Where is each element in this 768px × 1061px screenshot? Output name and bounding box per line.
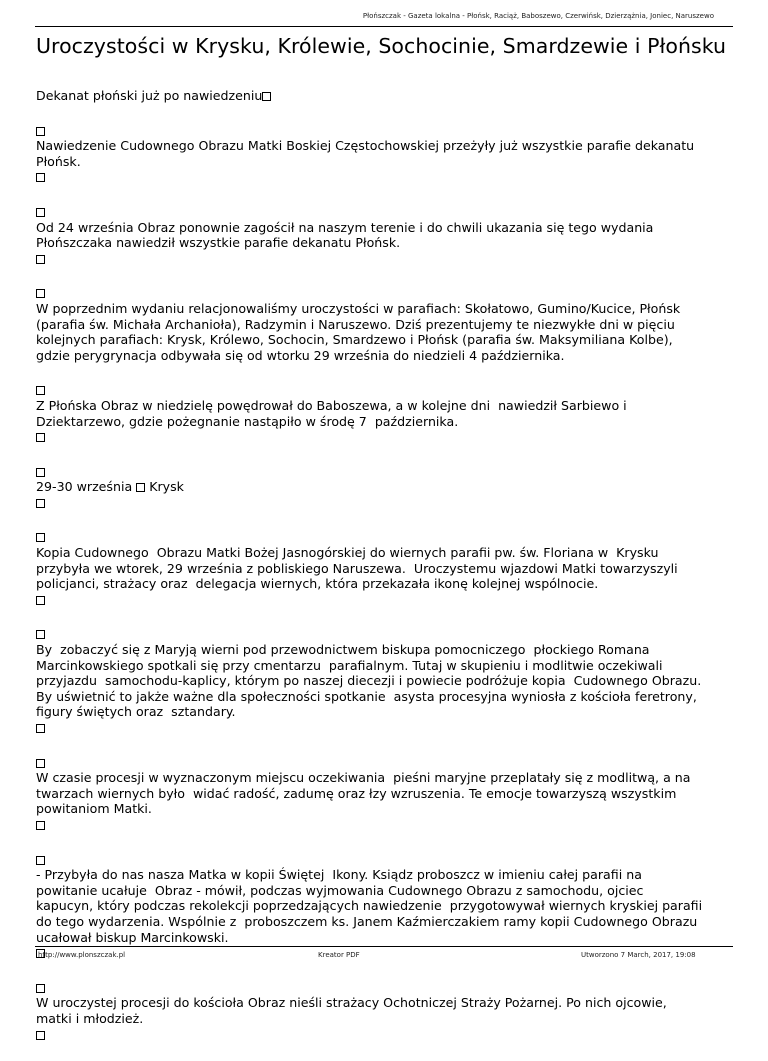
paragraph-line: ucałował biskup Marcinkowski. <box>36 929 229 945</box>
paragraph-line <box>36 852 736 868</box>
paragraph-line <box>36 429 736 445</box>
paragraph-line: Od 24 września Obraz ponownie zagościł na naszym terenie i do chwili ukazania się tego wydania <box>36 219 654 235</box>
paragraph-line <box>36 204 736 220</box>
paragraph-line: przybyła we wtorek, 29 września z pobliskiego Naruszewa. Uroczystemu wjazdowi Matki towarzyszyli <box>36 560 678 576</box>
article-paragraph <box>36 529 736 607</box>
article-paragraph <box>36 626 736 735</box>
paragraph-line: Płońsk. <box>36 153 81 169</box>
article-paragraph <box>36 88 736 104</box>
paragraph-line <box>36 285 736 301</box>
missing-glyph-box-icon <box>36 596 45 605</box>
paragraph-line: figury świętych oraz sztandary. <box>36 704 236 720</box>
missing-glyph-box-icon <box>36 386 45 395</box>
paragraph-line <box>36 169 736 185</box>
missing-glyph-box-icon <box>36 255 45 264</box>
paragraph-line: Dekanat płoński już po nawiedzeniu <box>36 88 736 104</box>
paragraph-line: Płońszczaka nawiedził wszystkie parafie dekanatu Płońsk. <box>36 235 401 251</box>
missing-glyph-box-icon <box>36 289 45 298</box>
header-divider <box>35 26 733 27</box>
paragraph-line <box>36 980 736 996</box>
missing-glyph-box-icon <box>136 483 145 492</box>
paragraph-line <box>36 251 736 267</box>
missing-glyph-box-icon <box>36 468 45 477</box>
paragraph-line: (parafia św. Michała Archanioła), Radzymin i Naruszewo. Dziś prezentujemy te niezwykłe dni w pięciu <box>36 316 675 332</box>
missing-glyph-box-icon <box>36 1031 45 1040</box>
paragraph-line <box>36 592 736 608</box>
missing-glyph-box-icon <box>36 724 45 733</box>
footer-created-date: Utworzono 7 March, 2017, 19:08 <box>581 951 696 959</box>
article-paragraph <box>36 755 736 833</box>
missing-glyph-box-icon <box>36 433 45 442</box>
paragraph-line <box>36 626 736 642</box>
paragraph-line <box>36 382 736 398</box>
article-paragraph <box>36 285 736 363</box>
article-paragraph <box>36 382 736 444</box>
paragraph-line: kapucyn, który podczas rekolekcji poprzedzających nawiedzenie przygotowywał wiernych kryskiej parafii <box>36 898 703 914</box>
paragraph-line <box>36 755 736 771</box>
paragraph-line: matki i młodzież. <box>36 1010 144 1026</box>
paragraph-line <box>36 464 736 480</box>
paragraph-line: do tego wydarzenia. Wspólnie z proboszczem ks. Janem Kaźmierczakiem ramy kopii Cudownego Obrazu <box>36 913 698 929</box>
missing-glyph-box-icon <box>36 984 45 993</box>
paragraph-line: powitanie ucałuje Obraz - mówił, podczas wyjmowania Cudownego Obrazu z samochodu, ojciec <box>36 882 644 898</box>
paragraph-line: 29-30 września Krysk <box>36 479 184 495</box>
paragraph-line <box>36 817 736 833</box>
paragraph-line <box>36 495 736 511</box>
footer-divider <box>35 946 733 947</box>
missing-glyph-box-icon <box>36 173 45 182</box>
missing-glyph-box-icon <box>36 499 45 508</box>
missing-glyph-box-icon <box>36 533 45 542</box>
missing-glyph-box-icon <box>36 856 45 865</box>
paragraph-line <box>36 529 736 545</box>
article-body <box>36 88 736 1061</box>
missing-glyph-box-icon <box>36 630 45 639</box>
article-paragraph <box>36 852 736 961</box>
missing-glyph-box-icon <box>36 821 45 830</box>
missing-glyph-box-icon <box>262 92 271 101</box>
article-paragraph <box>36 980 736 1042</box>
paragraph-line: W czasie procesji w wyznaczonym miejscu oczekiwania pieśni maryjne przeplatały się z modlitwą, a na <box>36 770 691 786</box>
footer-generator: Kreator PDF <box>318 951 360 959</box>
article-paragraph <box>36 464 736 511</box>
missing-glyph-box-icon <box>36 759 45 768</box>
missing-glyph-box-icon <box>36 208 45 217</box>
paragraph-line: gdzie perygrynacja odbywała się od wtorku 29 września do niedzieli 4 października. <box>36 347 565 363</box>
paragraph-line: Nawiedzenie Cudownego Obrazu Matki Boskiej Częstochowskiej przeżyły już wszystkie parafie dekanatu <box>36 138 695 154</box>
paragraph-line: By uświetnić to jakże ważne dla społeczności spotkanie asysta procesyjna wyniosła z kościoła feretrony, <box>36 688 697 704</box>
paragraph-line <box>36 1027 736 1043</box>
paragraph-line <box>36 720 736 736</box>
article-title: Uroczystości w Krysku, Królewie, Sochocinie, Smardzewie i Płońsku <box>36 34 727 58</box>
paragraph-line: twarzach wiernych było widać radość, zadumę oraz łzy wzruszenia. Te emocje towarzyszą wszystkim <box>36 785 677 801</box>
paragraph-line: - Przybyła do nas nasza Matka w kopii Świętej Ikony. Ksiądz proboszcz w imieniu całej parafii na <box>36 867 642 883</box>
paragraph-line: By zobaczyć się z Maryją wierni pod przewodnictwem biskupa pomocniczego płockiego Romana <box>36 642 650 658</box>
paragraph-line: policjanci, strażacy oraz delegacja wiernych, która przekazała ikonę kolejnej wspólnocie. <box>36 576 599 592</box>
paragraph-line: Kopia Cudownego Obrazu Matki Bożej Jasnogórskiej do wiernych parafii pw. św. Floriana w Krysku <box>36 545 659 561</box>
missing-glyph-box-icon <box>36 127 45 136</box>
paragraph-line: Marcinkowskiego spotkali się przy cmentarzu parafialnym. Tutaj w skupieniu i modlitwie oczekiwali <box>36 657 663 673</box>
article-paragraph <box>36 123 736 185</box>
article-paragraph <box>36 204 736 266</box>
paragraph-line: W poprzednim wydaniu relacjonowaliśmy uroczystości w parafiach: Skołatowo, Gumino/Kucice, Płońsk <box>36 300 681 316</box>
paragraph-line: Dziektarzewo, gdzie pożegnanie nastąpiło w środę 7 października. <box>36 413 459 429</box>
page-header-site-line: Płońszczak - Gazeta lokalna - Płońsk, Raciąż, Baboszewo, Czerwińsk, Dzierzążnia, Joniec, Naruszewo <box>362 12 714 20</box>
paragraph-line: przyjazdu samochodu-kaplicy, którym po naszej diecezji i powiecie podróżuje kopia Cudownego Obrazu. <box>36 673 702 689</box>
paragraph-line: Z Płońska Obraz w niedzielę powędrował do Baboszewa, a w kolejne dni nawiedził Sarbiewo i <box>36 397 627 413</box>
paragraph-line: kolejnych parafiach: Krysk, Królewo, Sochocin, Smardzewo i Płońsk (parafia św. Maksymiliana Kolbe), <box>36 332 673 348</box>
paragraph-line: powitaniom Matki. <box>36 801 152 817</box>
paragraph-line: W uroczystej procesji do kościoła Obraz nieśli strażacy Ochotniczej Straży Pożarnej. Po nich ojcowie, <box>36 995 667 1011</box>
footer-url: http://www.plonszczak.pl <box>38 951 126 959</box>
paragraph-line <box>36 123 736 139</box>
